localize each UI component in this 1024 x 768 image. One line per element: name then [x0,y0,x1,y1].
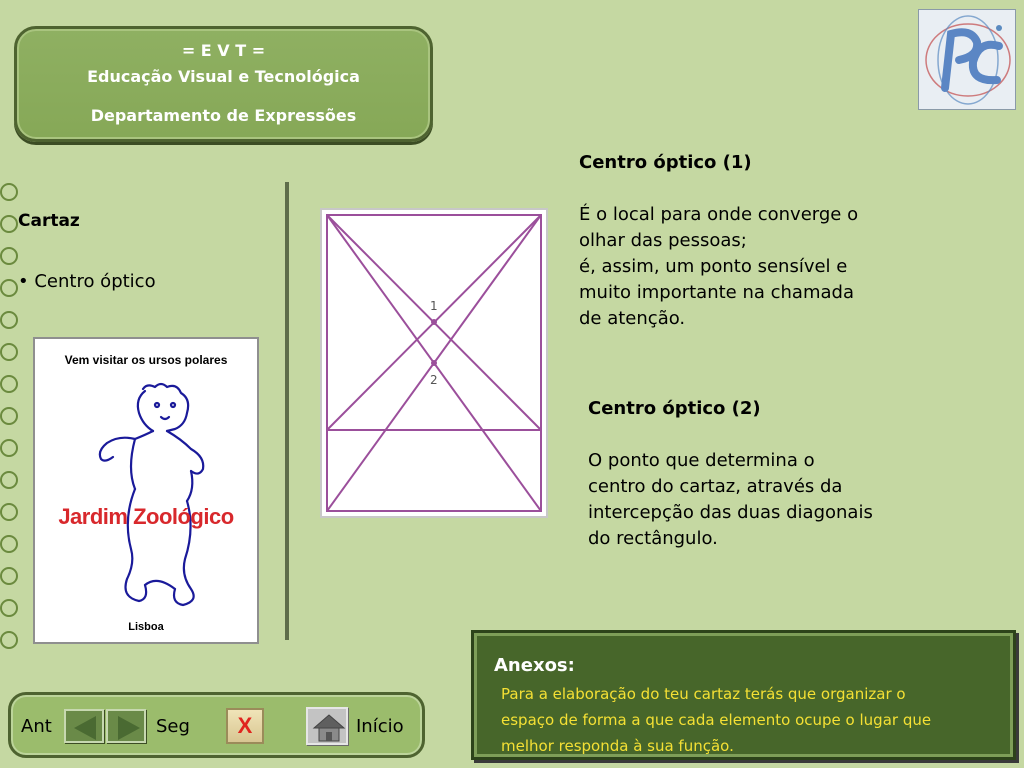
poster-headline: Vem visitar os ursos polares [64,353,228,367]
text-line: do rectângulo. [588,528,718,549]
text-line: intercepção das duas diagonais [588,502,873,523]
section-bullet: • Centro óptico [18,271,156,292]
header-subject: Educação Visual e Tecnológica [87,67,360,86]
binder-ring [0,215,18,233]
binder-ring [0,343,18,361]
binder-ring [0,247,18,265]
annex-title: Anexos: [494,655,575,676]
annex-line: espaço de forma a que cada elemento ocupe o lugar que [501,711,932,729]
binder-ring [0,439,18,457]
binder-ring [0,631,18,649]
house-icon [308,709,350,747]
optical-center-1-title: Centro óptico (1) [579,152,752,173]
optical-center-diagram [320,208,548,518]
home-button[interactable] [306,707,348,745]
binder-ring [0,471,18,489]
poster-image [33,337,259,644]
text-line: É o local para onde converge o [579,204,859,225]
poster-city: Lisboa [128,621,164,633]
annex-panel [471,630,1016,760]
logo-icon [919,10,1017,111]
school-logo [918,9,1016,110]
binder-ring [0,599,18,617]
binder-ring [0,503,18,521]
header-banner [14,26,433,142]
previous-button[interactable] [64,709,104,743]
poster-zoo-title: Jardim Zoológico [58,504,234,529]
text-line: muito importante na chamada [579,282,854,303]
section-title: Cartaz [18,211,80,231]
binder-ring [0,535,18,553]
annex-line: melhor responda à sua função. [501,737,734,755]
binder-ring [0,567,18,585]
text-line: é, assim, um ponto sensível e [579,256,848,277]
text-line: centro do cartaz, através da [588,476,843,497]
text-line: de atenção. [579,308,686,329]
optical-center-1-description [579,150,929,332]
optical-center-1-point [431,319,437,325]
vertical-divider [285,182,289,640]
header-title: = E V T = [181,41,266,60]
binder-ring [0,407,18,425]
next-button[interactable] [106,709,146,743]
header-department: Departamento de Expressões [90,106,357,125]
close-button[interactable]: X [226,708,264,744]
optical-center-2-point [431,360,437,366]
label-2: 2 [430,373,438,387]
previous-label: Ant [21,716,52,737]
next-label: Seg [156,716,190,737]
optical-center-2-title: Centro óptico (2) [588,398,761,419]
binder-ring [0,375,18,393]
binder-ring [0,311,18,329]
annex-line: Para a elaboração do teu cartaz terás que organizar o [501,685,906,703]
annex-text [501,681,1001,759]
arrow-left-icon [66,711,106,745]
binder-ring [0,279,18,297]
arrow-right-icon [108,711,148,745]
text-line: O ponto que determina o [588,450,815,471]
polar-bear-icon [35,339,257,642]
label-1: 1 [430,299,438,313]
text-line: olhar das pessoas; [579,230,747,251]
binder-ring [0,183,18,201]
diagram-svg [322,210,546,516]
optical-center-2-description [588,396,928,552]
home-label: Início [356,716,404,737]
navigation-bar [8,692,425,758]
